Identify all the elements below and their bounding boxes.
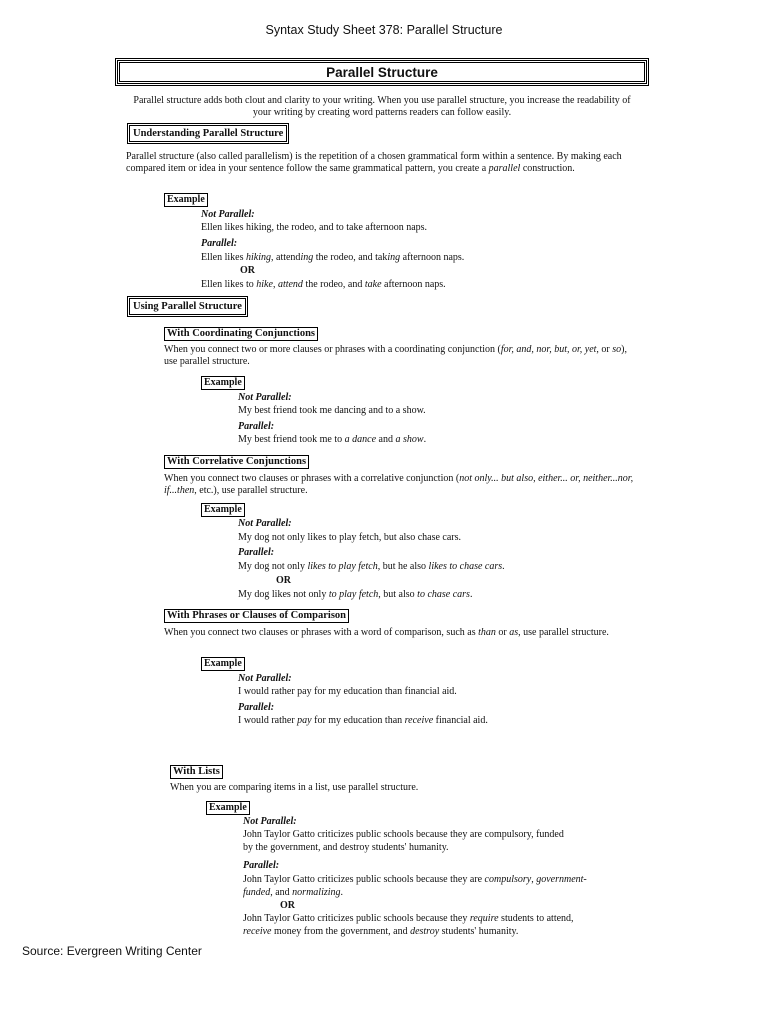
heading-using: Using Parallel Structure [129, 298, 246, 315]
subheading-comparison: With Phrases or Clauses of Comparison [164, 609, 349, 623]
or-label: OR [240, 265, 255, 276]
parallel-label: Parallel: [201, 238, 238, 249]
example-sentence: John Taylor Gatto criticizes public schools because they are compulsory, funded [243, 829, 564, 840]
coordinating-paragraph: When you connect two or more clauses or phrases with a coordinating conjunction (for, and, nor, but, or, yet, or so), use parallel structure. [164, 344, 628, 368]
example-label-lists: Example [206, 801, 250, 815]
intro-paragraph: Parallel structure adds both clout and clarity to your writing. When you use parallel structure, you increase the readability of your writing by creating word patterns readers can follow easily. [133, 95, 631, 119]
page-header: Syntax Study Sheet 378: Parallel Structure [265, 23, 503, 37]
example-sentence: receive money from the government, and destroy students' humanity. [243, 926, 519, 937]
example-sentence: Ellen likes hiking, the rodeo, and to take afternoon naps. [201, 222, 428, 233]
correlative-paragraph: When you connect two clauses or phrases with a correlative conjunction (not only... but also, either... or, neither...nor, if...then, etc.), use parallel structure. [164, 473, 634, 497]
understanding-paragraph [126, 151, 642, 175]
example-label-coordinating: Example [201, 376, 245, 390]
example-sentence: My best friend took me to a dance and a show. [238, 434, 427, 445]
example-sentence: I would rather pay for my education than financial aid. [238, 686, 457, 697]
subheading-coordinating: With Coordinating Conjunctions [164, 327, 318, 341]
example-label-comparison: Example [201, 657, 245, 671]
subheading-lists: With Lists [170, 765, 223, 779]
example-sentence: My dog not only likes to play fetch, but also chase cars. [238, 532, 462, 543]
example-sentence: funded, and normalizing. [243, 887, 344, 898]
example-sentence: Ellen likes hiking, attending the rodeo, and taking afternoon naps. [201, 252, 465, 263]
example-sentence: Ellen likes to hike, attend the rodeo, and take afternoon naps. [201, 279, 446, 290]
subheading-correlative: With Correlative Conjunctions [164, 455, 309, 469]
not-parallel-label: Not Parallel: [201, 209, 255, 220]
example-sentence: I would rather pay for my education than receive financial aid. [238, 715, 488, 726]
or-label: OR [276, 575, 291, 586]
example-sentence: My dog likes not only to play fetch, but also to chase cars. [238, 589, 473, 600]
not-parallel-label: Not Parallel: [238, 673, 292, 684]
comparison-paragraph: When you connect two clauses or phrases with a word of comparison, such as than or as, use parallel structure. [164, 627, 609, 638]
not-parallel-label: Not Parallel: [238, 392, 292, 403]
parallel-label: Parallel: [238, 421, 275, 432]
example-label-understanding: Example [164, 193, 208, 207]
example-sentence: John Taylor Gatto criticizes public schools because they are compulsory, government- [243, 874, 587, 885]
or-label: OR [280, 900, 295, 911]
example-sentence: My dog not only likes to play fetch, but he also likes to chase cars. [238, 561, 505, 572]
document-title: Parallel Structure [117, 60, 647, 84]
parallel-label: Parallel: [238, 702, 275, 713]
parallel-label: Parallel: [243, 860, 280, 871]
understanding-text-1: Parallel structure (also called parallelism) is the repetition of a chosen grammatical form within a sentence. By making each compared item or idea in your sentence follow the same grammatical pattern, you create a [126, 151, 622, 175]
parallel-label: Parallel: [238, 547, 275, 558]
understanding-text-2: construction. [522, 163, 575, 175]
lists-paragraph: When you are comparing items in a list, use parallel structure. [170, 782, 419, 793]
example-sentence: My best friend took me dancing and to a show. [238, 405, 426, 416]
heading-understanding: Understanding Parallel Structure [129, 125, 287, 142]
example-sentence: John Taylor Gatto criticizes public schools because they require students to attend, [243, 913, 574, 924]
understanding-text-em: parallel [488, 163, 521, 175]
example-sentence: by the government, and destroy students' humanity. [243, 842, 449, 853]
example-label-correlative: Example [201, 503, 245, 517]
not-parallel-label: Not Parallel: [238, 518, 292, 529]
source-credit: Source: Evergreen Writing Center [22, 944, 202, 958]
not-parallel-label: Not Parallel: [243, 816, 297, 827]
